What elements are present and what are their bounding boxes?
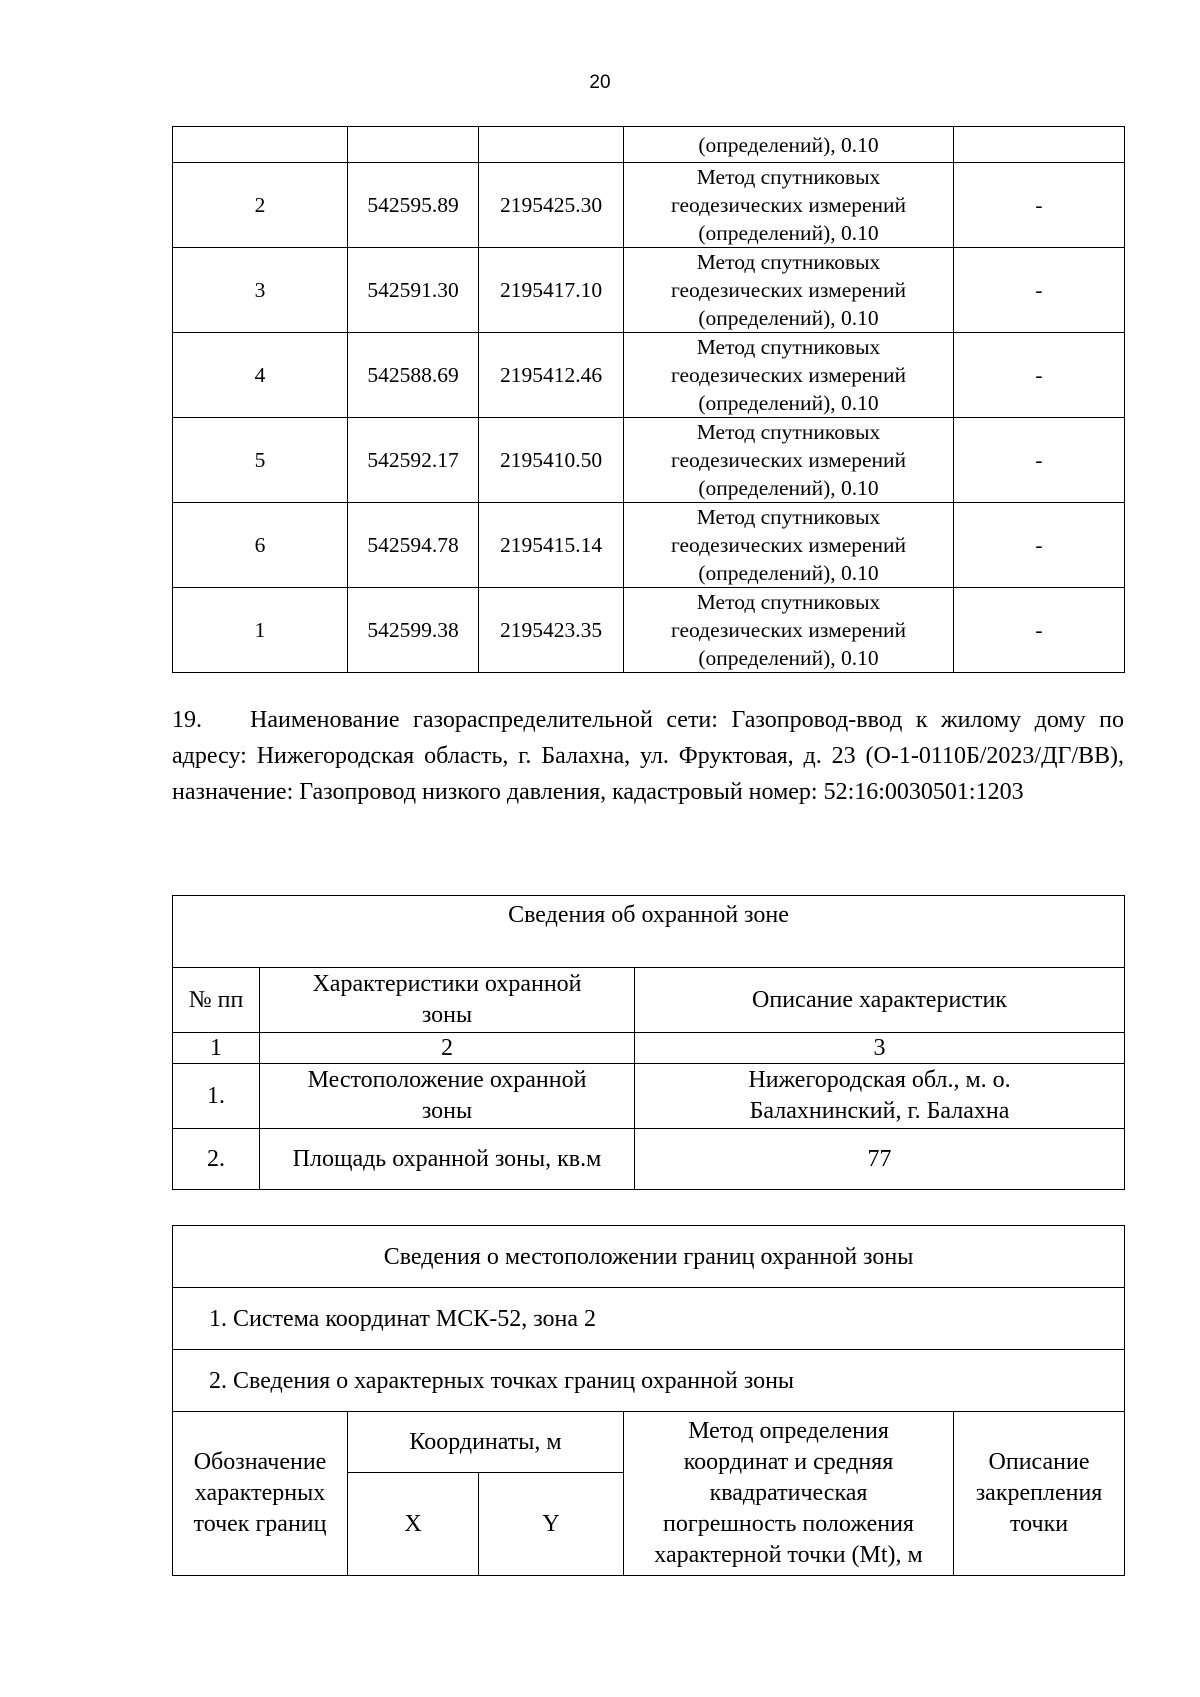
points-info-line: 2. Сведения о характерных точках границ охранной зоны [173, 1350, 1125, 1412]
method-cell: Метод спутниковых геодезических измерений (определений), 0.10 [624, 588, 954, 673]
coord-y: 2195423.35 [479, 588, 624, 673]
method-cell: Метод спутниковых геодезических измерений (определений), 0.10 [624, 248, 954, 333]
section-number: 19. [172, 707, 202, 733]
page-number: 20 [589, 72, 611, 93]
table-row [173, 503, 1125, 588]
coord-x: 542592.17 [348, 418, 479, 503]
coord-x: 542595.89 [348, 163, 479, 248]
table-row [173, 127, 1125, 163]
fix-description: - [954, 333, 1125, 418]
table-row [173, 333, 1125, 418]
fix-description: - [954, 588, 1125, 673]
column-index: 3 [635, 1033, 1125, 1064]
header-method: Метод определения координат и средняя квадратическая погрешность положения характерной точки (Mt), м [624, 1412, 954, 1576]
section-paragraph [172, 702, 1124, 810]
coord-x: 542594.78 [348, 503, 479, 588]
coord-y: 2195417.10 [479, 248, 624, 333]
header-x: X [348, 1473, 479, 1576]
table-row [173, 588, 1125, 673]
method-cell: Метод спутниковых геодезических измерений (определений), 0.10 [624, 418, 954, 503]
coord-x: 542599.38 [348, 588, 479, 673]
table-row [173, 418, 1125, 503]
header-number: № пп [173, 968, 260, 1033]
table-row [173, 1129, 1125, 1190]
header-designation: Обозначение характерных точек границ [173, 1412, 348, 1576]
fix-description: - [954, 163, 1125, 248]
method-cell: Метод спутниковых геодезических измерений (определений), 0.10 [624, 333, 954, 418]
method-cell: (определений), 0.10 [624, 127, 954, 163]
point-number: 1 [173, 588, 348, 673]
row-name: Площадь охранной зоны, кв.м [260, 1129, 635, 1190]
method-cell: Метод спутниковых геодезических измерений (определений), 0.10 [624, 163, 954, 248]
fix-description: - [954, 503, 1125, 588]
point-number: 5 [173, 418, 348, 503]
table-row [173, 163, 1125, 248]
row-value: Нижегородская обл., м. о. Балахнинский, г. Балахна [635, 1064, 1125, 1129]
row-number: 2. [173, 1129, 260, 1190]
row-value: 77 [635, 1129, 1125, 1190]
coord-x: 542588.69 [348, 333, 479, 418]
header-fix-description: Описание закрепления точки [954, 1412, 1125, 1576]
header-coordinates: Координаты, м [348, 1412, 624, 1473]
coord-x: 542591.30 [348, 248, 479, 333]
coordinate-system-line: 1. Система координат МСК-52, зона 2 [173, 1288, 1125, 1350]
coordinates-table-continued [172, 126, 1125, 673]
coord-y: 2195415.14 [479, 503, 624, 588]
bounds-table-title: Сведения о местоположении границ охранной зоны [173, 1226, 1125, 1288]
zone-table-title: Сведения об охранной зоне [173, 896, 1125, 968]
method-cell: Метод спутниковых геодезических измерений (определений), 0.10 [624, 503, 954, 588]
coord-y: 2195412.46 [479, 333, 624, 418]
point-number: 2 [173, 163, 348, 248]
point-number: 4 [173, 333, 348, 418]
protection-zone-table [172, 895, 1125, 1190]
point-number: 6 [173, 503, 348, 588]
table-row [173, 248, 1125, 333]
point-number: 3 [173, 248, 348, 333]
row-name: Местоположение охранной зоны [260, 1064, 635, 1129]
zone-boundaries-table [172, 1225, 1125, 1576]
header-characteristics: Характеристики охранной зоны [260, 968, 635, 1033]
column-index: 1 [173, 1033, 260, 1064]
header-y: Y [479, 1473, 624, 1576]
coord-y: 2195410.50 [479, 418, 624, 503]
fix-description: - [954, 248, 1125, 333]
fix-description: - [954, 418, 1125, 503]
table-row [173, 1064, 1125, 1129]
section-text: Наименование газораспределительной сети: Газопровод-ввод к жилому дому по адресу: Нижегородская область, г. Балахна, ул. Фруктовая, д. 23 (О-1-0110Б/2023/ДГ/ВВ), назначение: Газопровод низкого давления, кадастровый номер: 52:16:0030501:1203 [172, 707, 1124, 805]
coord-y: 2195425.30 [479, 163, 624, 248]
header-description: Описание характеристик [635, 968, 1125, 1033]
row-number: 1. [173, 1064, 260, 1129]
column-index: 2 [260, 1033, 635, 1064]
